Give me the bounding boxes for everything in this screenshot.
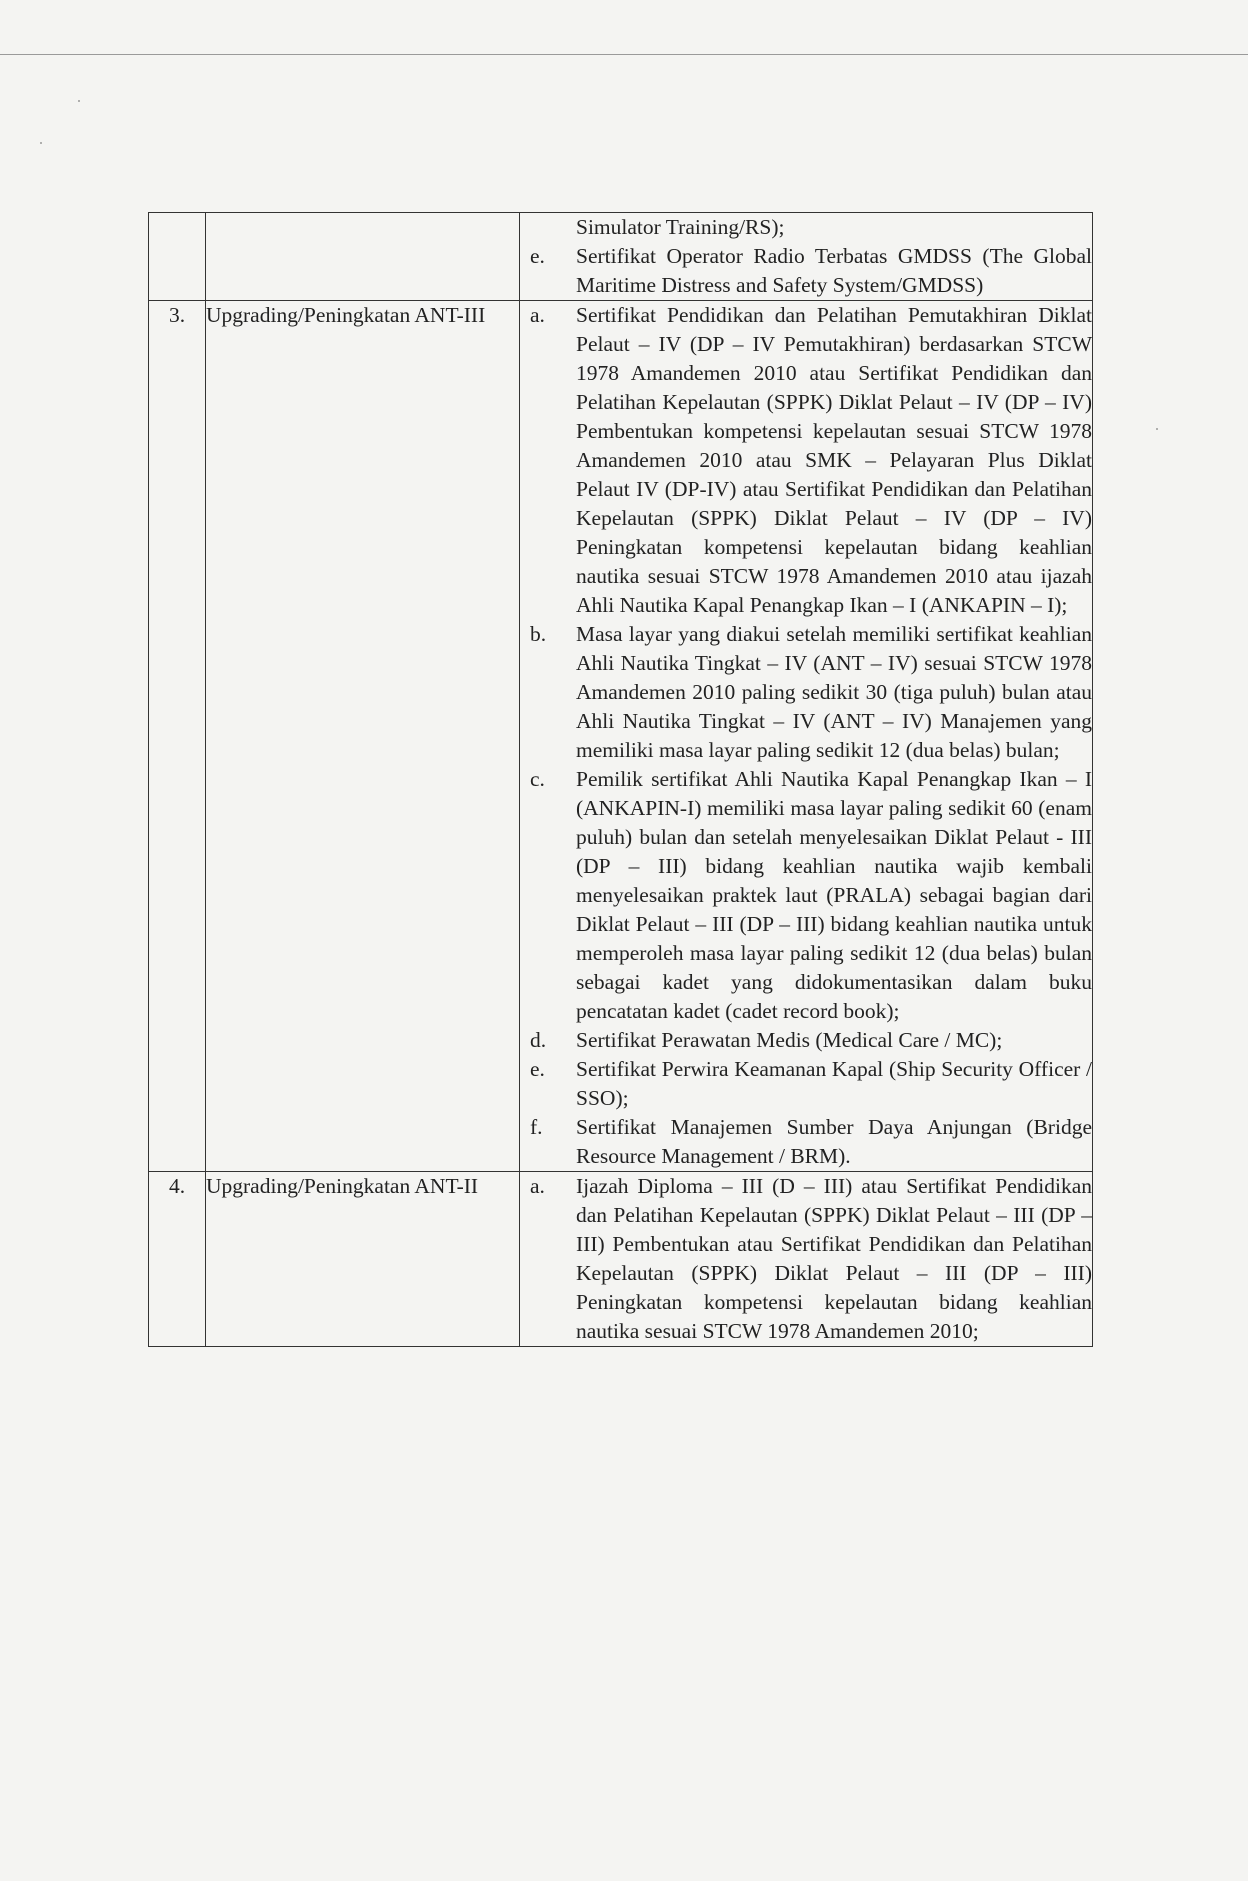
table-row [149, 301, 1093, 1172]
scan-edge-line [0, 54, 1248, 55]
list-item-text: Masa layar yang diakui setelah memiliki sertifikat keahlian Ahli Nautika Tingkat – IV (ANT – IV) sesuai STCW 1978 Amandemen 2010 paling sedikit 30 (tiga puluh) bulan atau Ahli Nautika Tingkat – IV (ANT – IV) Manajemen yang memiliki masa layar paling sedikit 12 (dua belas) bulan; [576, 622, 1092, 762]
list-item-label: c. [530, 767, 545, 791]
list-item-text: Sertifikat Operator Radio Terbatas GMDSS (The Global Maritime Distress and Safety System/GMDSS) [576, 244, 1092, 297]
scan-speck [1156, 428, 1158, 430]
requirements-table [148, 212, 1093, 1347]
list-item-label: a. [530, 303, 545, 327]
list-item [520, 620, 1092, 765]
program-cell: Upgrading/Peningkatan ANT-III [206, 301, 520, 1172]
scan-speck [78, 100, 80, 102]
requirements-cell [520, 213, 1093, 301]
list-item-label: b. [530, 622, 547, 646]
continued-text: Simulator Training/RS); [576, 215, 785, 239]
list-item-label: e. [530, 244, 545, 268]
list-item [520, 242, 1092, 300]
list-item-label: d. [530, 1028, 547, 1052]
list-item-text: Sertifikat Perwira Keamanan Kapal (Ship Security Officer / SSO); [576, 1057, 1092, 1110]
list-item-text: Sertifikat Perawatan Medis (Medical Care / MC); [576, 1028, 1003, 1052]
list-item [520, 765, 1092, 1026]
table-row [149, 1172, 1093, 1347]
list-item [520, 1026, 1092, 1055]
row-number-cell: 4. [149, 1172, 206, 1347]
list-item [520, 1113, 1092, 1171]
requirements-cell [520, 1172, 1093, 1347]
scan-speck [40, 142, 42, 144]
list-item-text: Ijazah Diploma – III (D – III) atau Sertifikat Pendidikan dan Pelatihan Kepelautan (SPPK) Diklat Pelaut – III (DP – III) Pembentukan atau Sertifikat Pendidikan dan Pelatihan Kepelautan (SPPK) Diklat Pelaut – III (DP – III) Peningkatan kompetensi kepelautan bidang keahlian nautika sesuai STCW 1978 Amandemen 2010; [576, 1174, 1092, 1343]
program-cell [206, 213, 520, 301]
list-item-text: Sertifikat Pendidikan dan Pelatihan Pemutakhiran Diklat Pelaut – IV (DP – IV Pemutakhiran) berdasarkan STCW 1978 Amandemen 2010 atau Sertifikat Pendidikan dan Pelatihan Kepelautan (SPPK) Diklat Pelaut – IV (DP – IV) Pembentukan kompetensi kepelautan sesuai STCW 1978 Amandemen 2010 atau SMK – Pelayaran Plus Diklat Pelaut IV (DP-IV) atau Sertifikat Pendidikan dan Pelatihan Kepelautan (SPPK) Diklat Pelaut – IV (DP – IV) Peningkatan kompetensi kepelautan bidang keahlian nautika sesuai STCW 1978 Amandemen 2010 atau ijazah Ahli Nautika Kapal Penangkap Ikan – I (ANKAPIN – I); [576, 303, 1092, 617]
row-number-cell: 3. [149, 301, 206, 1172]
list-item-text: Sertifikat Manajemen Sumber Daya Anjungan (Bridge Resource Management / BRM). [576, 1115, 1092, 1168]
list-item-label: a. [530, 1174, 545, 1198]
list-item-label: f. [530, 1115, 543, 1139]
list-item [520, 1172, 1092, 1346]
list-item [520, 301, 1092, 620]
list-item-text: Pemilik sertifikat Ahli Nautika Kapal Penangkap Ikan – I (ANKAPIN-I) memiliki masa layar paling sedikit 60 (enam puluh) bulan dan setelah menyelesaikan Diklat Pelaut - III (DP – III) bidang keahlian nautika wajib kembali menyelesaikan praktek laut (PRALA) sebagai bagian dari Diklat Pelaut – III (DP – III) bidang keahlian nautika untuk memperoleh masa layar paling sedikit 12 (dua belas) bulan sebagai kadet yang didokumentasikan dalam buku pencatatan kadet (cadet record book); [576, 767, 1092, 1023]
program-cell: Upgrading/Peningkatan ANT-II [206, 1172, 520, 1347]
list-item [520, 1055, 1092, 1113]
list-item-label: e. [530, 1057, 545, 1081]
row-number-cell [149, 213, 206, 301]
table-row [149, 213, 1093, 301]
requirements-cell [520, 301, 1093, 1172]
